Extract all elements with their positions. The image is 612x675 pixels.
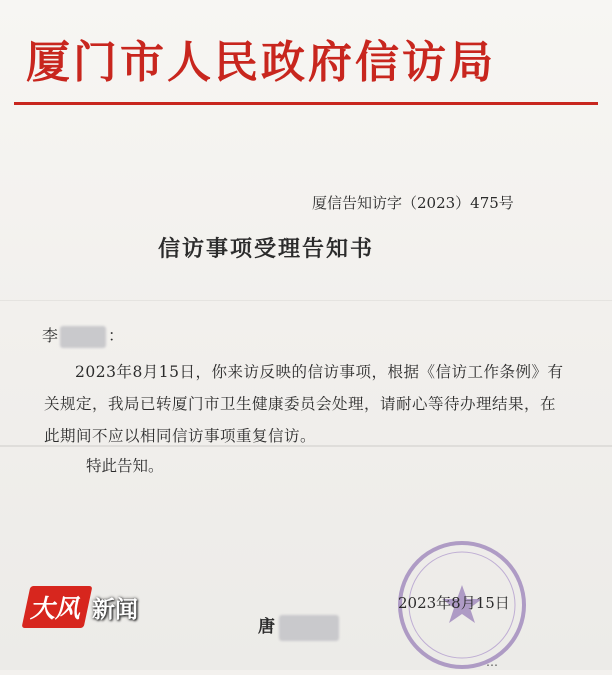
letterhead-title: 厦门市人民政府信访局 (26, 37, 496, 88)
redacted-signature (279, 615, 339, 641)
closing-line: 特此告知。 (86, 457, 164, 475)
news-watermark-logo (26, 586, 138, 630)
body-text (44, 356, 564, 452)
body-paragraph: 2023年8月15日，你来访反映的信访事项，根据《信访工作条例》有关规定，我局已转厦门市卫生健康委员会处理，请耐心等待办理结果，在此期间不应以相同信访事项重复信访。 (44, 363, 564, 445)
paper-fold-line (0, 300, 612, 301)
signature-prefix: 唐 (258, 617, 275, 637)
document-title: 信访事项受理告知书 (158, 236, 375, 262)
document-number: 厦信告知访字（2023）475号 (312, 194, 514, 212)
recipient-name: 李 (42, 326, 59, 345)
watermark-brand-red: 大风 (22, 586, 93, 628)
document-date: 2023年8月15日 (398, 594, 510, 612)
recipient-line: 李 ： (42, 323, 124, 348)
footer-fragment: … (486, 655, 498, 669)
watermark-brand-white: 新闻 (92, 597, 139, 623)
signature-line (258, 612, 339, 641)
redacted-name (60, 326, 106, 348)
letterhead-rule (14, 102, 598, 105)
